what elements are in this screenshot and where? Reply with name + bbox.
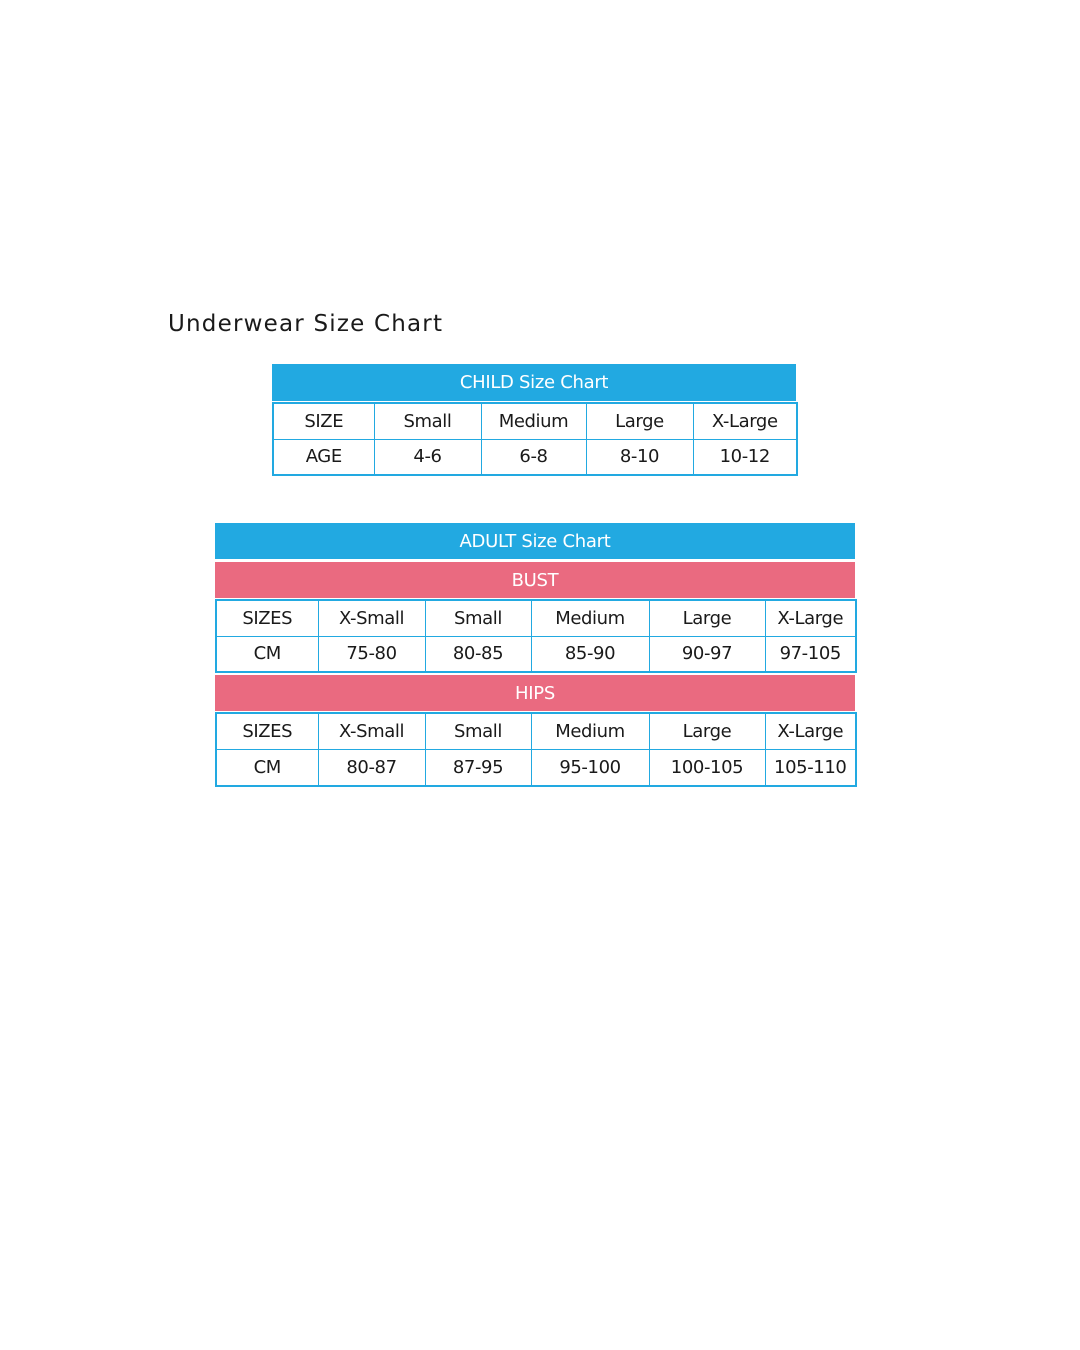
table-row [216,713,856,750]
table-cell: X-Large [765,600,856,636]
table-cell: Large [649,600,765,636]
table-cell: X-Small [318,600,425,636]
bust-section-header: BUST [215,562,855,598]
table-cell: Small [425,713,531,750]
table-row [273,403,797,439]
table-cell: 105-110 [765,750,856,787]
table-cell: X-Large [693,403,797,439]
table-cell: CM [216,750,318,787]
adult-size-chart-header: ADULT Size Chart [215,523,855,559]
table-cell: Large [586,403,693,439]
table-row [273,439,797,475]
hips-size-table [215,712,857,787]
child-size-chart-header: CHILD Size Chart [272,364,796,401]
table-cell: X-Small [318,713,425,750]
table-cell: 6-8 [481,439,586,475]
hips-section-header: HIPS [215,675,855,711]
table-cell: Small [425,600,531,636]
table-cell: Medium [531,600,649,636]
table-cell: 97-105 [765,636,856,672]
table-cell: 100-105 [649,750,765,787]
table-cell: AGE [273,439,374,475]
table-cell: 80-85 [425,636,531,672]
page-title: Underwear Size Chart [168,311,444,338]
table-cell: SIZES [216,713,318,750]
table-cell: 4-6 [374,439,481,475]
table-cell: 95-100 [531,750,649,787]
bust-size-table [215,599,857,673]
table-cell: 80-87 [318,750,425,787]
table-row [216,750,856,787]
table-cell: X-Large [765,713,856,750]
table-cell: 75-80 [318,636,425,672]
table-row [216,600,856,636]
table-cell: 85-90 [531,636,649,672]
table-cell: Large [649,713,765,750]
table-cell: Small [374,403,481,439]
table-row [216,636,856,672]
table-cell: Medium [481,403,586,439]
table-cell: 8-10 [586,439,693,475]
child-size-table [272,402,798,476]
table-cell: CM [216,636,318,672]
table-cell: 10-12 [693,439,797,475]
table-cell: Medium [531,713,649,750]
table-cell: 87-95 [425,750,531,787]
table-cell: 90-97 [649,636,765,672]
table-cell: SIZES [216,600,318,636]
table-cell: SIZE [273,403,374,439]
